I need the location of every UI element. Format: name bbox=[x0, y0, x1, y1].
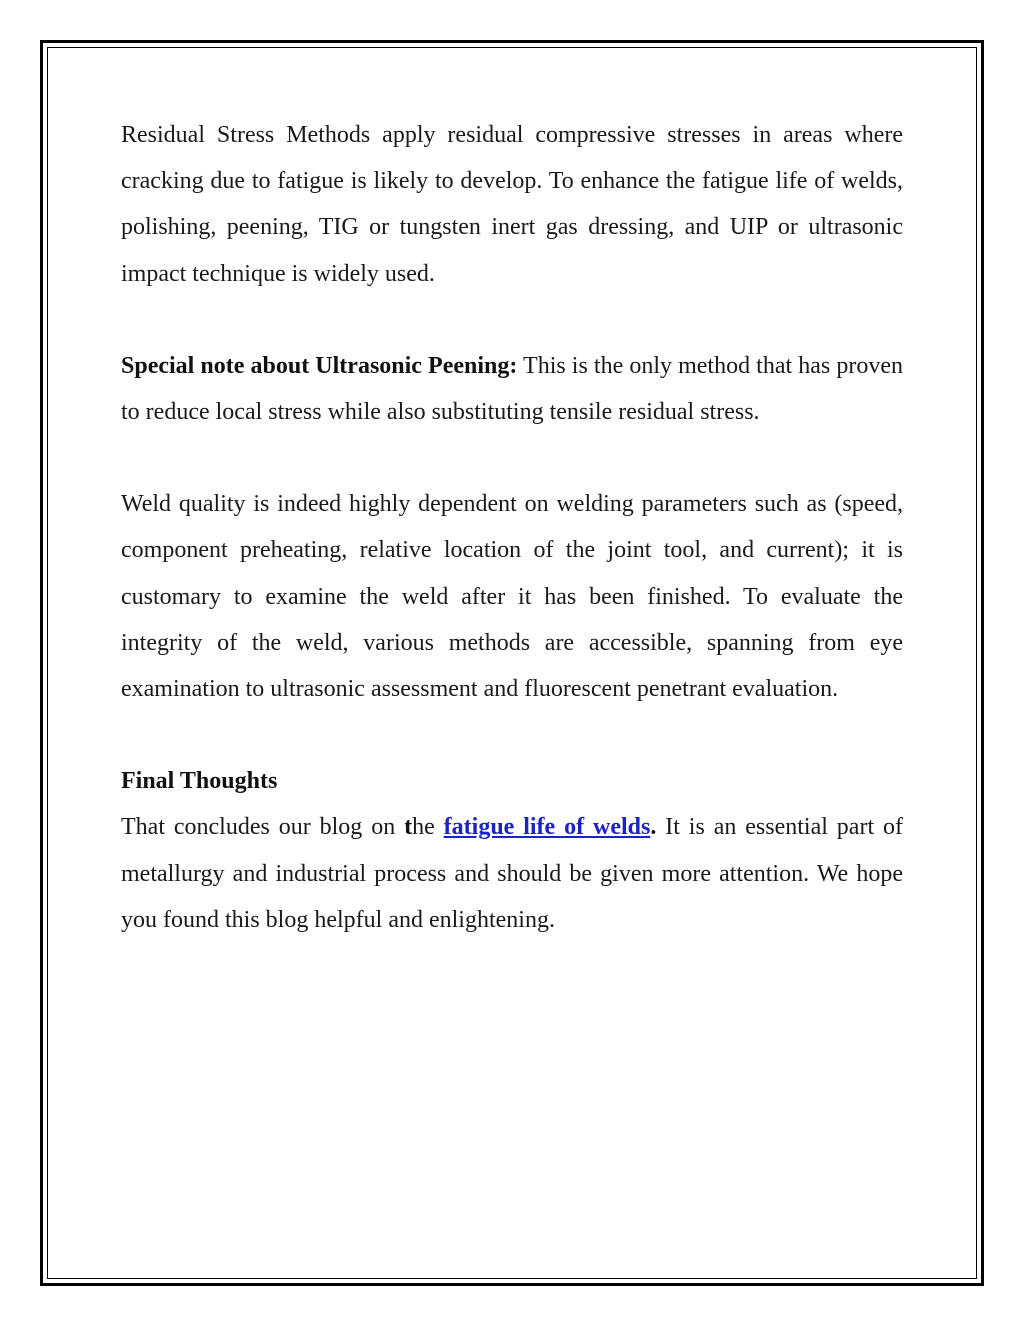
fatigue-life-of-welds-link[interactable]: fatigue life of welds bbox=[443, 814, 651, 841]
final-the-bold-t: t bbox=[404, 814, 413, 841]
paragraph-spacer bbox=[121, 435, 903, 481]
document-body bbox=[121, 112, 903, 943]
paragraph-weld-quality: Weld quality is indeed highly dependent on welding parameters such as (speed, component preheating, relative location of the joint tool, and current); it is customary to examine the weld after it has been finished. To evaluate the integrity of the weld, various methods are accessible, spanning from eye examination to ultrasonic assessment and fluorescent penetrant evaluation. bbox=[121, 491, 903, 703]
special-note-text: This is the only method that has proven to reduce local stress while also substituting tensile residual stress. bbox=[121, 352, 903, 426]
paragraph-spacer bbox=[121, 712, 903, 758]
final-thoughts-heading: Final Thoughts bbox=[121, 768, 278, 795]
final-the-rest: he bbox=[412, 814, 444, 841]
paragraph-residual-stress: Residual Stress Methods apply residual compressive stresses in areas where cracking due to fatigue is likely to develop. To enhance the fatigue life of welds, polishing, peening, TIG or tungsten inert gas dressing, and UIP or ultrasonic impact technique is widely used. bbox=[121, 122, 903, 287]
final-period: . bbox=[650, 814, 657, 841]
paragraph-special-note bbox=[121, 343, 903, 435]
special-note-label: Special note about Ultrasonic Peening: bbox=[121, 352, 518, 379]
final-rest-text: It is an essential part of metallurgy and industrial process and should be given more attention. We hope you found this blog helpful and enlightening. bbox=[121, 814, 904, 933]
paragraph-spacer bbox=[121, 297, 903, 343]
paragraph-final-thoughts bbox=[121, 804, 903, 943]
final-intro-text: That concludes our blog on bbox=[121, 814, 405, 841]
